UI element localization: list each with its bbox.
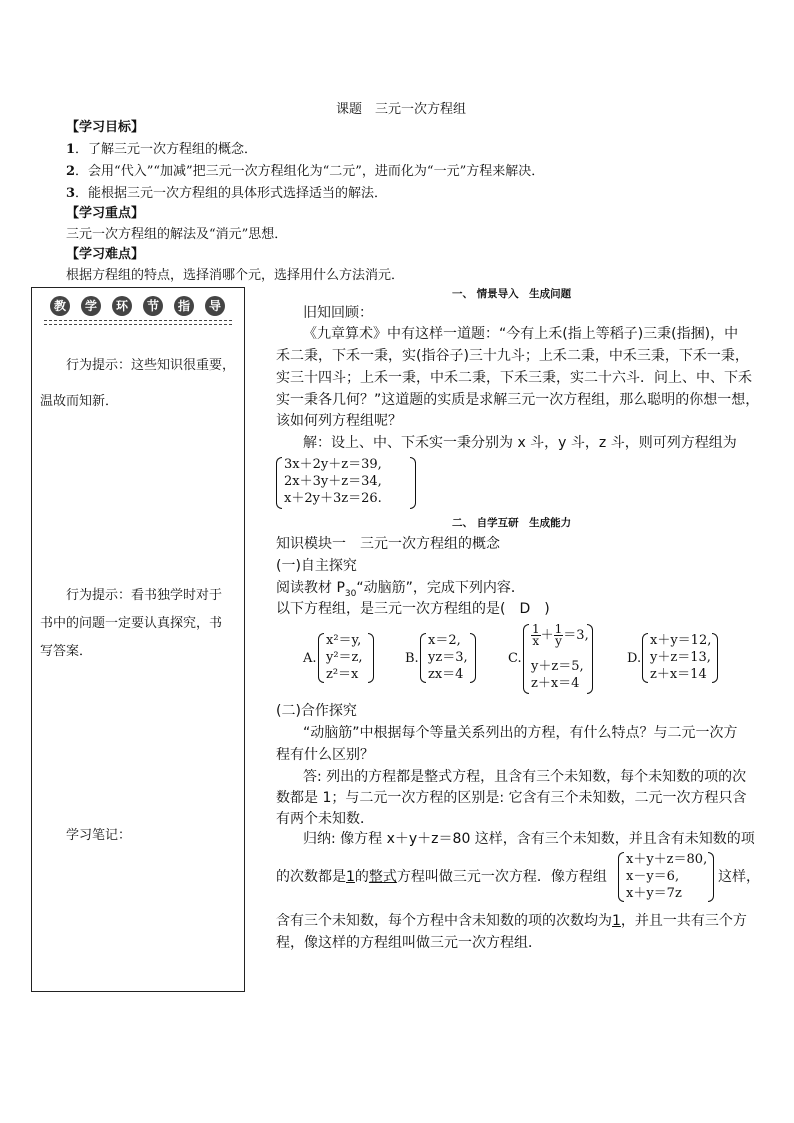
problem-line-3: 实三十四斗；上禾一秉，中禾二秉，下禾三秉，实二十六斗．问上、中、下禾 <box>276 370 752 386</box>
equation: y²＝z, <box>326 650 363 665</box>
banner-char: 学 <box>81 296 101 316</box>
tip-2-line-3: 写答案． <box>40 644 93 659</box>
equation: x＋2y＋3z＝26. <box>284 491 382 506</box>
option-a-system <box>318 633 374 683</box>
equation: x＋y＋z＝80, <box>626 852 708 867</box>
equation-system <box>276 457 416 509</box>
teaching-guide-sidebar <box>31 287 245 992</box>
option-d-label: D. <box>627 651 642 666</box>
equation: zx＝4 <box>428 667 464 682</box>
equation: y＋z＝5, <box>531 659 584 674</box>
option-d-system <box>642 633 718 683</box>
focus-text: 三元一次方程组的解法及“消元”思想． <box>66 227 288 242</box>
subsection-cooperation: (二)合作探究 <box>276 703 357 719</box>
module-title: 知识模块一 三元一次方程组的概念 <box>276 536 500 552</box>
blank-answer: 整式 <box>368 869 397 885</box>
equation: x²＝y, <box>326 633 362 648</box>
banner-char: 教 <box>50 296 70 316</box>
blank-answer: 1 <box>346 869 355 885</box>
answer-line-1: 答: 列出的方程都是整式方程，且含有三个未知数，每个未知数的项的次 <box>303 769 747 785</box>
tip-1-line-2: 温故而知新． <box>40 394 119 409</box>
question-text: 以下方程组，是三元一次方程组的是( D ) <box>276 601 550 617</box>
fraction: $\frac{1}{y}$ <box>554 622 563 648</box>
answer-line-3: 有两个未知数． <box>276 811 374 827</box>
tip-1-line-1: 行为提示：这些知识很重要， <box>66 358 236 373</box>
problem-line-5: 该如何列方程组呢？ <box>276 413 402 429</box>
equation: yz＝3, <box>428 650 468 665</box>
equation: z＋x＝4 <box>531 676 580 691</box>
teaching-guide-banner <box>50 296 226 316</box>
equation: $\frac{1}{x}$ ＋ $\frac{1}{y}$ ＝3, <box>532 622 589 648</box>
equation: y＋z＝13, <box>650 650 711 665</box>
option-c-label: C. <box>508 651 522 666</box>
option-c-system <box>523 624 593 694</box>
equation: z＋x＝14 <box>650 667 707 682</box>
coop-question-line-2: 程有什么区别？ <box>276 747 374 763</box>
answer-line-2: 数都是 1；与二元一次方程的区别是: 它含有三个未知数，二元一次方程只含 <box>276 790 747 806</box>
objective-item-3: 3．能根据三元一次方程组的具体形式选择适当的解法． <box>66 186 388 201</box>
subsection-self-study: (一)自主探究 <box>276 558 357 574</box>
objectives-heading: 【学习目标】 <box>66 120 145 135</box>
option-b-label: B. <box>405 651 419 666</box>
banner-char: 节 <box>143 296 163 316</box>
study-notes-label: 学习笔记： <box>66 828 132 843</box>
equation: z²＝x <box>326 667 359 682</box>
summary-line-1: 归纳: 像方程 x＋y＋z＝80 这样，含有三个未知数，并且含有未知数的项 <box>303 831 755 847</box>
equation: 3x＋2y＋z＝39, <box>284 457 382 472</box>
difficulty-text: 根据方程组的特点，选择消哪个元，选择用什么方法消元． <box>66 268 405 283</box>
equation: 2x＋3y＋z＝34, <box>284 474 382 489</box>
banner-char: 指 <box>174 296 194 316</box>
equation: x＝2, <box>428 633 461 648</box>
section-2-title: 二、 自学互研 生成能力 <box>452 517 572 529</box>
divider <box>44 320 232 321</box>
banner-char: 导 <box>205 296 225 316</box>
tip-2-line-1: 行为提示：看书独学时对于 <box>66 588 223 603</box>
focus-heading: 【学习重点】 <box>66 206 145 221</box>
solution-text: 解：设上、中、下禾实一秉分别为 x 斗，y 斗，z 斗，则可列方程组为 <box>303 435 737 451</box>
difficulty-heading: 【学习难点】 <box>66 247 145 262</box>
problem-line-1: 《九章算术》中有这样一道题：“今有上禾(指上等稻子)三秉(指捆)，中 <box>303 326 739 342</box>
tip-2-line-2: 书中的问题一定要认真探究，书 <box>40 616 223 631</box>
objective-item-2: 2．会用“代入”“加减”把三元一次方程组化为“二元”，进而化为“一元”方程来解决． <box>66 164 545 179</box>
summary-line-4: 程，像这样的方程组叫做三元一次方程组． <box>276 935 542 951</box>
summary-line-3: 含有三个未知数，每个方程中含未知数的项的次数均为1，并且一共有三个方 <box>276 913 747 929</box>
reading-instruction: 阅读教材 $P_{30}“$动脑筋”，完成下列内容． <box>276 580 525 599</box>
problem-line-2: 禾二秉，下禾一秉，实(指谷子)三十九斗；上禾二秉，中禾三秉，下禾一秉， <box>276 348 749 364</box>
option-a-label: A. <box>303 651 317 666</box>
equation: x－y＝6, <box>626 869 680 884</box>
review-label: 旧知回顾： <box>303 305 373 321</box>
option-b-system <box>420 633 476 683</box>
blank-answer: 1 <box>612 913 621 929</box>
coop-question-line-1: “动脑筋”中根据每个等量关系列出的方程，有什么特点？与二元一次方 <box>303 725 738 741</box>
equation: x＋y＝7z <box>626 886 682 901</box>
equation: x＋y＝12, <box>650 633 712 648</box>
divider <box>44 324 232 325</box>
objective-item-1: 1．了解三元一次方程组的概念． <box>66 142 258 157</box>
fraction: $\frac{1}{x}$ <box>532 622 540 648</box>
summary-line-2-end: 这样， <box>718 869 760 885</box>
banner-char: 环 <box>112 296 132 316</box>
section-1-title: 一、 情景导入 生成问题 <box>452 288 572 300</box>
page-title: 课题 三元一次方程组 <box>336 102 467 117</box>
problem-line-4: 实一秉各几何？”这道题的实质是求解三元一次方程组，那么聪明的你想一想， <box>276 392 760 408</box>
example-system <box>618 852 714 902</box>
summary-line-2: 的次数都是1的整式方程叫做三元一次方程．像方程组 <box>276 869 607 885</box>
